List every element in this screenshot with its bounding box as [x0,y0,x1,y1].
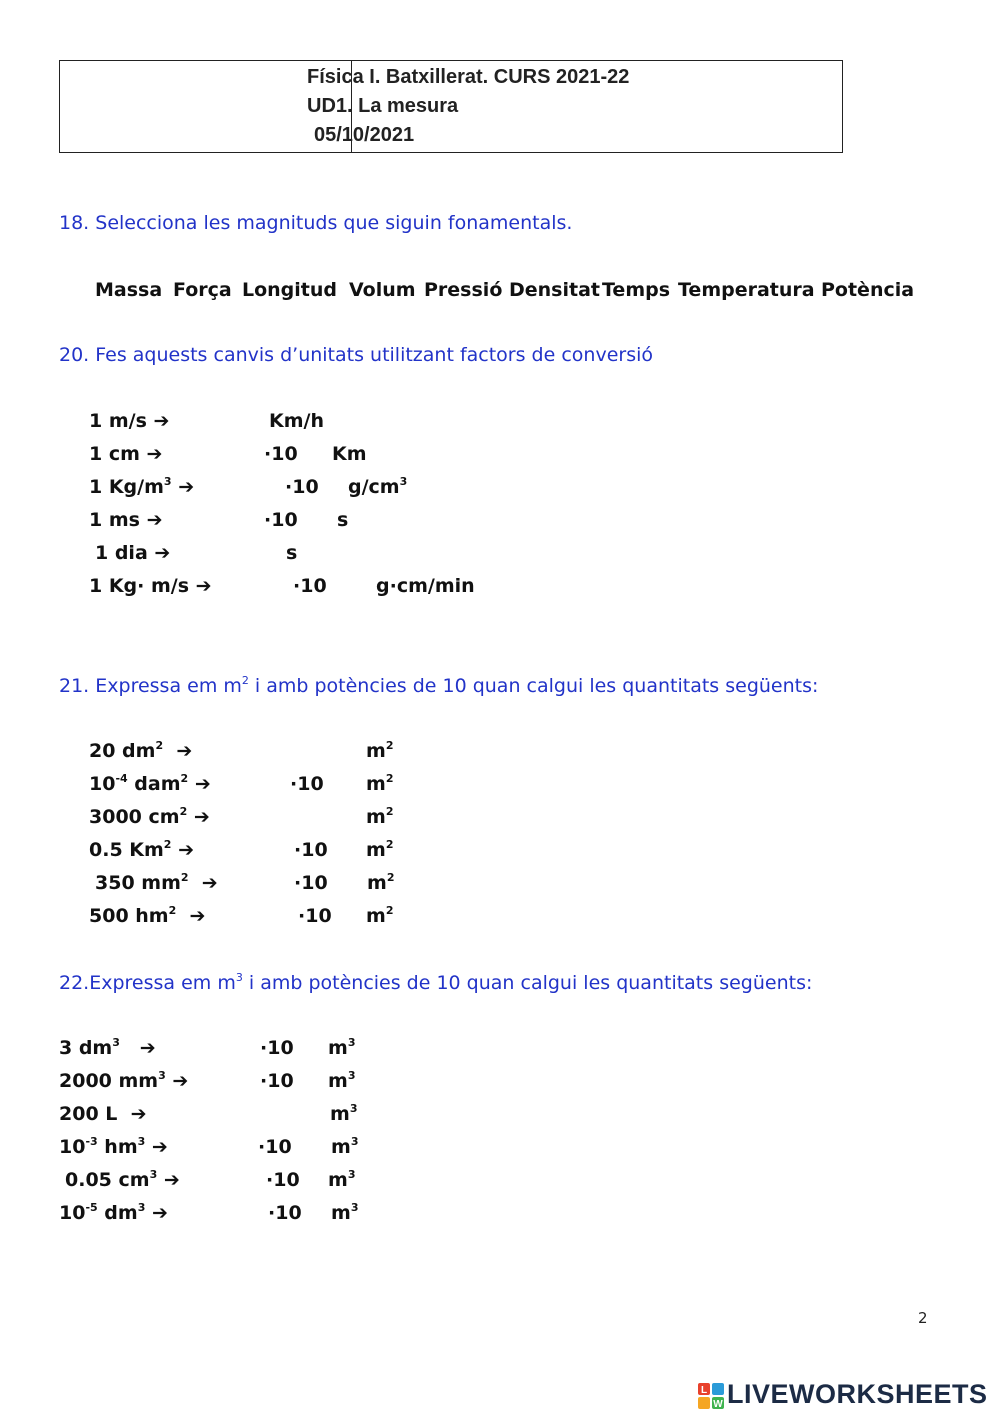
q20-prompt: 20. Fes aquests canvis d’unitats utilitzant factors de conversió [59,344,654,366]
q18-option-forca[interactable]: Força [173,279,232,301]
q18-option-densitat[interactable]: Densitat [509,279,600,301]
q20-row6-to: g·cm/min [376,575,475,597]
arrow-right-icon: ➔ [176,740,193,762]
q22-row2-to: $m^3$ [328,1069,356,1092]
header-date: 05/10/2021 [314,124,415,146]
q21-row5-to: $m^2$ [367,871,395,894]
q22-row4-to: $m^3$ [331,1135,359,1158]
q18-option-volum[interactable]: Volum [349,279,416,301]
q21-row3-from: 3000 $cm^2$ ➔ [89,805,210,828]
arrow-right-icon: ➔ [172,1070,189,1092]
q22-row2-from: 2000 $mm^3$ ➔ [59,1069,189,1092]
q21-row2-to: $m^2$ [366,772,394,795]
q20-row6-mult: ·10 [293,575,327,597]
q21-row6-mult: ·10 [298,905,332,927]
q22-row4-mult: ·10 [258,1136,292,1158]
q20-row5-from: 1 dia ➔ [95,542,171,564]
arrow-right-icon: ➔ [178,476,195,498]
q18-option-pressio[interactable]: Pressió [424,279,503,301]
arrow-right-icon: ➔ [146,443,163,465]
arrow-right-icon: ➔ [151,1136,168,1158]
arrow-right-icon: ➔ [195,575,212,597]
q22-row3-to: $m^3$ [330,1102,358,1125]
arrow-right-icon: ➔ [139,1037,156,1059]
arrow-right-icon: ➔ [189,905,206,927]
q18-option-potencia[interactable]: Potència [821,279,915,301]
q21-row5-mult: ·10 [294,872,328,894]
logo-letter-l: L [700,1385,708,1396]
q21-row2-mult: ·10 [290,773,324,795]
q21-row1-to: $m^2$ [366,739,394,762]
q22-row5-mult: ·10 [266,1169,300,1191]
q22-row4-from: $10^{-3}$ $hm^3$ ➔ [59,1135,168,1158]
arrow-right-icon: ➔ [154,542,171,564]
q20-row4-mult: ·10 [264,509,298,531]
q18-option-longitud[interactable]: Longitud [242,279,338,301]
arrow-right-icon: ➔ [193,806,210,828]
q20-row2-to: Km [332,443,367,465]
q21-row4-to: $m^2$ [366,838,394,861]
arrow-right-icon: ➔ [194,773,211,795]
arrow-right-icon: ➔ [201,872,218,894]
q22-row6-mult: ·10 [268,1202,302,1224]
q22-prompt: 22.Expressa em $m^3$ i amb potències de 10 quan calgui les quantitats següents: [59,971,813,994]
q22-row5-to: $m^3$ [328,1168,356,1191]
q21-prompt: 21. Expressa em $m^2$ i amb potències de 10 quan calgui les quantitats següents: [59,674,819,697]
q18-option-temps[interactable]: Temps [602,279,671,301]
logo-letter-w: W [713,1399,723,1409]
arrow-right-icon: ➔ [153,410,170,432]
liveworksheets-logo-icon [698,1383,724,1409]
arrow-right-icon: ➔ [178,839,194,861]
q22-row3-from: 200 L ➔ [59,1103,147,1125]
q22-row6-from: $10^{-5}$ $dm^3$ ➔ [59,1201,168,1224]
q22-row6-to: $m^3$ [331,1201,359,1224]
q20-row3-to: $g/cm^3$ [348,475,408,498]
header-unit: UD1. La mesura [307,95,459,117]
q21-row4-from: 0.5 Km$^2$ ➔ [89,838,194,861]
q20-row1-from: 1 m/s ➔ [89,410,170,432]
q21-row3-to: $m^2$ [366,805,394,828]
q21-row6-from: 500 $hm^2$ ➔ [89,904,206,927]
q20-row3-from: 1 $Kg/m^3$ ➔ [89,475,195,498]
q18-option-massa[interactable]: Massa [95,279,163,301]
arrow-right-icon: ➔ [146,509,163,531]
q20-row5-to: s [286,542,298,564]
page-number: 2 [918,1309,928,1327]
q22-row1-from: 3 $dm^3$ ➔ [59,1036,156,1059]
arrow-right-icon: ➔ [130,1103,147,1125]
q22-row5-from: 0.05 $cm^3$ ➔ [65,1168,180,1191]
header-course: Física I. Batxillerat. CURS 2021-22 [307,66,630,88]
q21-row4-mult: ·10 [294,839,328,861]
q21-row1-from: 20 $dm^2$ ➔ [89,739,193,762]
q20-row2-from: 1 cm ➔ [89,443,163,465]
q20-row3-mult: ·10 [285,476,319,498]
q22-row2-mult: ·10 [260,1070,294,1092]
q20-row1-to: Km/h [269,410,324,432]
brand-name[interactable]: LIVEWORKSHEETS [727,1379,988,1409]
q18-option-temperatura[interactable]: Temperatura [678,279,815,301]
q21-row2-from: $10^{-4}$ dam$^2$ ➔ [89,772,211,795]
arrow-right-icon: ➔ [151,1202,168,1224]
q18-prompt: 18. Selecciona les magnituds que siguin fonamentals. [59,212,573,234]
q22-row1-mult: ·10 [260,1037,294,1059]
q21-row5-from: 350 $mm^2$ ➔ [95,871,218,894]
arrow-right-icon: ➔ [163,1169,180,1191]
q21-row6-to: $m^2$ [366,904,394,927]
q22-row1-to: $m^3$ [328,1036,356,1059]
q20-row2-mult: ·10 [264,443,298,465]
q20-row4-from: 1 ms ➔ [89,509,163,531]
q20-row6-from: 1 Kg· m/s ➔ [89,575,212,597]
q20-row4-to: s [337,509,349,531]
